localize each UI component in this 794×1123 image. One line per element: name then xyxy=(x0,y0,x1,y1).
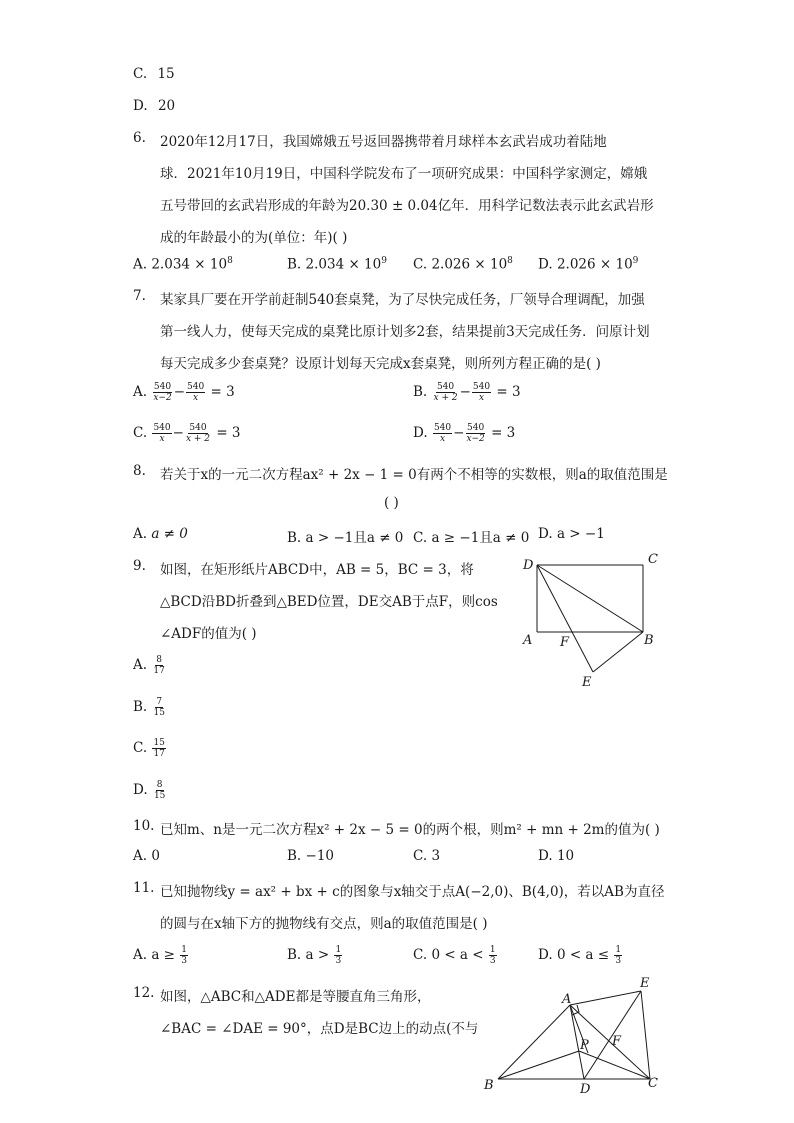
question-text: 已知m、n是一元二次方程x² + 2x − 5 = 0的两个根，则m² + mn + 2m的值为( ) xyxy=(160,822,660,838)
option-c: C. 0 < a < $\frac{1}{3}$ xyxy=(413,945,496,966)
question-text: ∠BAC = ∠DAE = 90°，点D是BC边上的动点(不与 xyxy=(160,1021,479,1037)
triangles-figure xyxy=(478,975,668,1100)
segment-ab xyxy=(498,1005,570,1079)
label-c: C xyxy=(648,1076,658,1091)
question-number: 9. xyxy=(133,558,146,574)
segment-db xyxy=(537,565,643,632)
option-d: D. $2.026 \times 10^9$ xyxy=(538,256,639,273)
question-text: 某家具厂要在开学前赶制540套桌凳，为了尽快完成任务，厂领导合理调配，加强 xyxy=(160,292,645,308)
option-c: C. 3 xyxy=(413,848,441,864)
label-f: F xyxy=(612,1034,622,1049)
rectangle-fold-figure xyxy=(515,548,665,693)
question-text: 第一线人力，使每天完成的桌凳比原计划多2套，结果提前3天完成任务．问原计划 xyxy=(160,324,650,340)
label-e: E xyxy=(640,976,650,991)
option-b: B. $2.034 \times 10^9$ xyxy=(287,256,387,273)
question-text: 如图，△ABC和△ADE都是等腰直角三角形， xyxy=(160,989,431,1005)
option-a: A. a ≥ $\frac{1}{3}$ xyxy=(133,945,188,966)
option-c: C. $\frac{540}{x}$ − $\frac{540}{x + 2}$ = 3 xyxy=(133,423,241,444)
option-b: B. −10 xyxy=(287,848,335,864)
option-b: B. $\frac{7}{15}$ xyxy=(133,697,165,718)
segment-eb xyxy=(593,632,643,672)
option-c: C. a ≥ −1且a ≠ 0 xyxy=(413,530,530,546)
label-a: A xyxy=(523,633,533,648)
question-text: 如图，在矩形纸片ABCD中，AB = 5，BC = 3，将 xyxy=(160,562,474,578)
option-b: B. a > $\frac{1}{3}$ xyxy=(287,945,342,966)
label-p: P xyxy=(580,1038,589,1053)
segment-ec xyxy=(641,991,650,1079)
question-text: 每天完成多少套桌凳？设原计划每天完成x套桌凳，则所列方程正确的是( ) xyxy=(160,356,601,372)
question-text: 已知抛物线y = ax² + bx + c的图象与x轴交于点A(−2,0)、B(4,0)，若以AB为直径 xyxy=(160,884,665,900)
question-number: 6. xyxy=(133,130,146,146)
label-f: F xyxy=(560,635,570,650)
question-text: 若关于x的一元二次方程ax² + 2x − 1 = 0有两个不相等的实数根，则a的取值范围是 xyxy=(160,467,668,483)
prev-option-c: C. 15 xyxy=(133,66,175,82)
question-number: 7. xyxy=(133,288,146,304)
option-d: D. $\frac{540}{x}$ − $\frac{540}{x-2}$ = 3 xyxy=(413,423,516,444)
question-text: ∠ADF的值为( ) xyxy=(160,626,257,642)
question-text: 成的年龄最小的为(单位：年)( ) xyxy=(160,230,348,246)
question-text: △BCD沿BD折叠到△BED位置，DE交AB于点F，则cos xyxy=(160,594,498,610)
option-c: C. $\frac{15}{17}$ xyxy=(133,738,165,759)
question-text: 球．2021年10月19日，中国科学院发布了一项研究成果：中国科学家测定，嫦娥 xyxy=(160,166,648,182)
label-b: B xyxy=(644,633,654,648)
label-e: E xyxy=(582,675,592,690)
label-d: D xyxy=(523,558,534,573)
option-b: B. a > −1且a ≠ 0 xyxy=(287,530,404,546)
option-d: D. $\frac{8}{15}$ xyxy=(133,780,166,801)
option-d: D. 10 xyxy=(538,848,575,864)
question-number: 12. xyxy=(133,985,155,1001)
segment-ae xyxy=(570,991,641,1005)
option-a: A. $\frac{540}{x-2}$ − $\frac{540}{x}$ = 3 xyxy=(133,382,235,403)
option-a: A. a ≠ 0 xyxy=(133,526,188,542)
segment-pc xyxy=(579,1051,650,1079)
option-a: A. $2.034 \times 10^8$ xyxy=(133,256,233,273)
question-number: 10. xyxy=(133,818,155,834)
question-text: 2020年12月17日，我国嫦娥五号返回器携带着月球样本玄武岩成功着陆地 xyxy=(160,134,607,150)
option-d: D. a > −1 xyxy=(538,526,605,542)
label-d: D xyxy=(580,1082,591,1097)
segment-de xyxy=(537,565,593,672)
label-b: B xyxy=(484,1078,494,1093)
question-text: 的圆与在x轴下方的抛物线有交点，则a的取值范围是( ) xyxy=(160,916,488,932)
question-text: 五号带回的玄武岩形成的年龄为20.30 ± 0.04亿年．用科学记数法表示此玄武岩形 xyxy=(160,198,654,214)
option-a: A. 0 xyxy=(133,848,160,864)
option-b: B. $\frac{540}{x + 2}$ − $\frac{540}{x}$ = 3 xyxy=(413,382,521,403)
question-bracket: ( ) xyxy=(384,495,399,511)
option-a: A. $\frac{8}{17}$ xyxy=(133,655,165,676)
label-c: C xyxy=(648,552,658,567)
prev-option-d: D. 20 xyxy=(133,98,176,114)
label-a: A xyxy=(562,992,572,1007)
segment-bp xyxy=(498,1051,579,1079)
question-number: 11. xyxy=(133,880,155,896)
option-d: D. 0 < a ≤ $\frac{1}{3}$ xyxy=(538,945,622,966)
option-c: C. $2.026 \times 10^8$ xyxy=(413,256,513,273)
question-number: 8. xyxy=(133,463,146,479)
